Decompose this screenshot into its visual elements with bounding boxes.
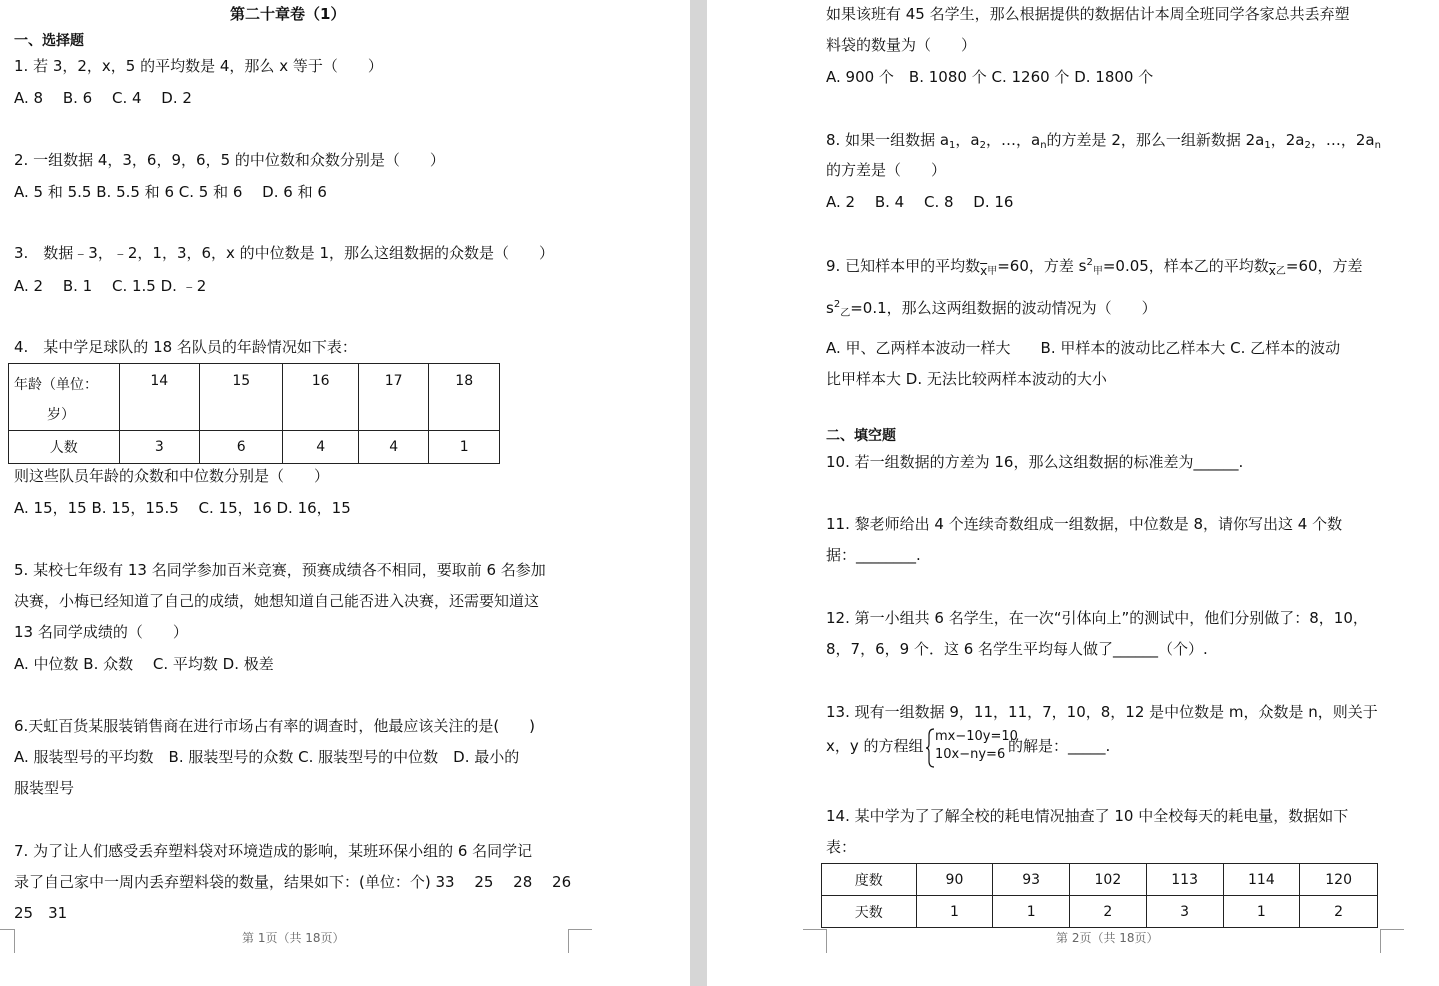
subscript: 甲 (987, 266, 998, 277)
subscript: 乙 (1275, 266, 1286, 277)
question-5-line-1: 5. 某校七年级有 13 名同学参加百米竞赛，预赛成绩各不相同，要取前 6 名参加 (14, 561, 546, 579)
question-1-options: A. 8 B. 6 C. 4 D. 2 (14, 89, 192, 107)
q8-text: ，2a (1270, 131, 1305, 149)
question-3: 3. 数据﹣3，﹣2，1，3，6，x 的中位数是 1，那么这组数据的众数是（ ） (14, 244, 554, 262)
count-cell: 4 (358, 431, 429, 464)
count-cell: 3 (119, 431, 199, 464)
question-2-options: A. 5 和 5.5 B. 5.5 和 6 C. 5 和 6 D. 6 和 6 (14, 183, 327, 201)
question-11-line-2: 据：________. (826, 546, 921, 564)
question-4-options: A. 15，15 B. 15，15.5 C. 15，16 D. 16，15 (14, 499, 351, 517)
q9-text: =0.05，样本乙的平均数 (1102, 257, 1269, 275)
question-5-options: A. 中位数 B. 众数 C. 平均数 D. 极差 (14, 655, 274, 673)
degree-cell: 113 (1146, 864, 1223, 896)
question-13-prefix: x，y 的方程组 (826, 737, 924, 755)
crop-mark (1380, 929, 1404, 930)
age-cell: 14 (119, 364, 199, 431)
page-title: 第二十章卷（1） (230, 5, 346, 23)
question-8-options: A. 2 B. 4 C. 8 D. 16 (826, 193, 1014, 211)
question-5-line-2: 决赛，小梅已经知道了自己的成绩，她想知道自己能否进入决赛，还需要知道这 (14, 592, 540, 610)
q8-text: 8. 如果一组数据 a (826, 131, 950, 149)
question-4: 4. 某中学足球队的 18 名队员的年龄情况如下表： (14, 338, 357, 356)
equation-2: 10x−ny=6 (935, 747, 1006, 762)
age-table (8, 363, 500, 464)
crop-mark (568, 929, 569, 953)
q8-text: ，a (955, 131, 980, 149)
question-9-line-1 (826, 256, 1363, 279)
degree-label-cell: 度数 (822, 864, 917, 896)
age-label-cell (9, 364, 120, 431)
subscript: 乙 (840, 308, 851, 319)
question-6-line-3: 服装型号 (14, 779, 75, 797)
q8-text: ，…，2a (1310, 131, 1375, 149)
superscript: 2 (833, 299, 841, 310)
age-cell: 18 (429, 364, 500, 431)
age-label-text: 年龄（单位： (14, 377, 98, 393)
subscript: 1 (949, 140, 956, 151)
subscript: 2 (979, 140, 986, 151)
crop-mark (568, 929, 592, 930)
question-7-line-5: 料袋的数量为（ ） (826, 36, 977, 54)
subscript: n (1374, 140, 1381, 151)
days-cell: 1 (916, 896, 993, 928)
page-gutter (690, 0, 707, 986)
days-cell: 2 (1070, 896, 1147, 928)
section-heading-choice: 一、选择题 (14, 33, 84, 49)
question-2: 2. 一组数据 4，3，6，9，6，5 的中位数和众数分别是（ ） (14, 151, 445, 169)
q9-text: 9. 已知样本甲的平均数 (826, 257, 981, 275)
question-8-line-1 (826, 130, 1381, 153)
question-4-followup: 则这些队员年龄的众数和中位数分别是（ ） (14, 467, 330, 485)
question-14-line-2: 表： (826, 838, 857, 856)
degree-cell: 114 (1223, 864, 1300, 896)
q8-text: 的方差是 2，那么一组新数据 2a (1046, 131, 1265, 149)
q9-text: =60，方差 (1285, 257, 1363, 275)
question-10: 10. 若一组数据的方差为 16，那么这组数据的标准差为______. (826, 453, 1244, 471)
count-cell: 4 (283, 431, 358, 464)
power-table (821, 863, 1378, 928)
equation-1: mx−10y=10 (935, 729, 1018, 744)
subscript: 甲 (1092, 266, 1103, 277)
question-8-line-2: 的方差是（ ） (826, 161, 947, 179)
question-12-line-2: 8，7，6，9 个．这 6 名学生平均每人做了______（个）. (826, 640, 1208, 658)
question-7-options: A. 900 个 B. 1080 个 C. 1260 个 D. 1800 个 (826, 68, 1154, 86)
crop-mark (14, 929, 15, 953)
q9-text: =0.1，那么这两组数据的波动情况为（ ） (850, 299, 1157, 317)
question-7-line-2: 录了自己家中一周内丢弃塑料袋的数量，结果如下：(单位：个) 33 25 28 26 (14, 873, 572, 891)
crop-mark (0, 929, 14, 930)
crop-mark (803, 929, 827, 930)
page-footer: 第 1页（共 18页） (242, 931, 345, 945)
degree-cell: 120 (1300, 864, 1378, 896)
question-9-line-3: A. 甲、乙两样本波动一样大 B. 甲样本的波动比乙样本大 C. 乙样本的波动 (826, 339, 1341, 357)
age-label-unit: 岁） (47, 407, 75, 423)
subscript: 2 (1304, 140, 1311, 151)
question-7-line-3: 25 31 (14, 904, 68, 922)
question-11-line-1: 11. 黎老师给出 4 个连续奇数组成一组数据，中位数是 8，请你写出这 4 个数 (826, 515, 1343, 533)
equation-system (935, 728, 1018, 764)
degree-cell: 93 (993, 864, 1070, 896)
degree-cell: 102 (1070, 864, 1147, 896)
crop-mark (1380, 929, 1381, 953)
days-cell: 1 (1223, 896, 1300, 928)
question-1: 1. 若 3，2，x，5 的平均数是 4，那么 x 等于（ ） (14, 57, 383, 75)
question-9-line-2 (826, 298, 1157, 321)
question-3-options: A. 2 B. 1 C. 1.5 D. ﹣2 (14, 277, 207, 295)
days-cell: 3 (1146, 896, 1223, 928)
superscript: 2 (1086, 257, 1093, 268)
age-cell: 15 (200, 364, 283, 431)
crop-mark (826, 929, 827, 953)
variance-symbol: s (826, 299, 834, 317)
age-cell: 17 (358, 364, 429, 431)
page-footer: 第 2页（共 18页） (1056, 931, 1159, 945)
question-14-line-1: 14. 某中学为了了解全校的耗电情况抽查了 10 中全校每天的耗电量，数据如下 (826, 807, 1349, 825)
section-heading-fill: 二、填空题 (826, 428, 896, 444)
days-cell: 2 (1300, 896, 1378, 928)
degree-cell: 90 (916, 864, 993, 896)
question-7-line-1: 7. 为了让人们感受丢弃塑料袋对环境造成的影响，某班环保小组的 6 名同学记 (14, 842, 533, 860)
q8-text: ，…，a (986, 131, 1041, 149)
question-5-line-3: 13 名同学成绩的（ ） (14, 623, 188, 641)
question-12-line-1: 12. 第一小组共 6 名学生，在一次“引体向上”的测试中，他们分别做了：8，10， (826, 609, 1368, 627)
days-cell: 1 (993, 896, 1070, 928)
question-6-line-1: 6.天虹百货某服装销售商在进行市场占有率的调查时，他最应该关注的是( ) (14, 717, 536, 735)
q9-text: =60，方差 s (997, 257, 1087, 275)
subscript: n (1040, 140, 1047, 151)
subscript: 1 (1264, 140, 1271, 151)
question-13-line-1: 13. 现有一组数据 9，11，11，7，10，8，12 是中位数是 m，众数是 n，则关于 (826, 703, 1378, 721)
document-page-1 (0, 0, 690, 986)
question-7-line-4: 如果该班有 45 名学生，那么根据提供的数据估计本周全班同学各家总共丢弃塑 (826, 5, 1350, 23)
mean-symbol: x (1268, 264, 1276, 278)
question-13-suffix: 的解是：_____. (1008, 737, 1111, 755)
document-page-2 (707, 0, 1439, 986)
question-9-line-4: 比甲样本大 D. 无法比较两样本波动的大小 (826, 370, 1107, 388)
count-cell: 1 (429, 431, 500, 464)
count-label-cell: 人数 (9, 431, 120, 464)
days-label-cell: 天数 (822, 896, 917, 928)
age-cell: 16 (283, 364, 358, 431)
count-cell: 6 (200, 431, 283, 464)
mean-symbol: x (980, 264, 988, 278)
question-6-line-2: A. 服装型号的平均数 B. 服装型号的众数 C. 服装型号的中位数 D. 最小的 (14, 748, 520, 766)
